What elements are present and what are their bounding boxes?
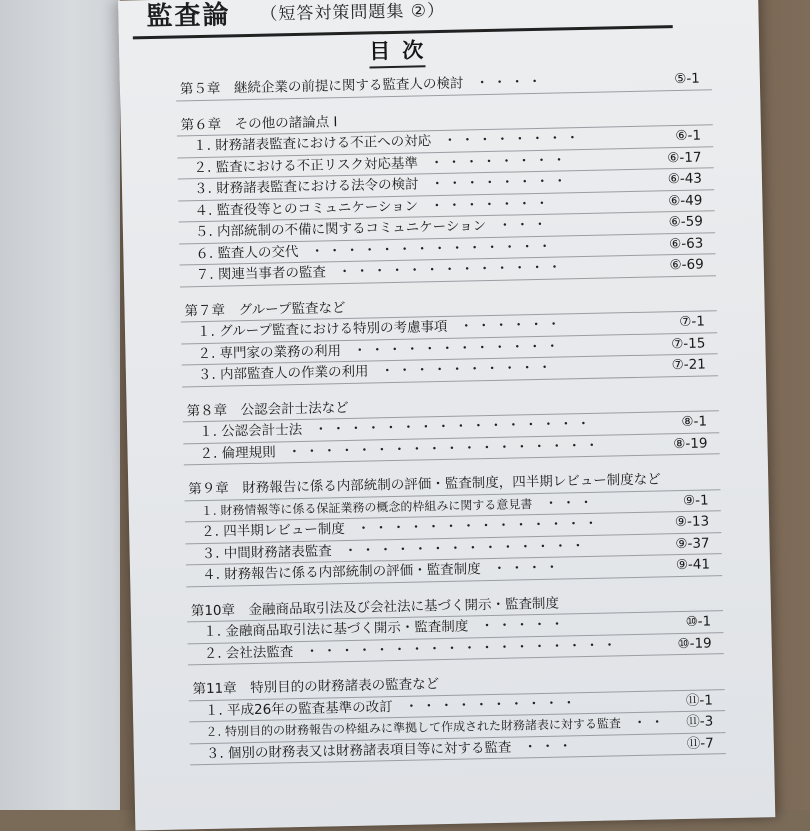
toc-section bbox=[184, 468, 722, 587]
item-title: ４. 財務報告に係る内部統制の評価・監査制度 bbox=[201, 561, 481, 584]
page-number: ⑧-1 bbox=[681, 413, 708, 430]
page-number: ⑩-19 bbox=[677, 634, 712, 652]
toc-section bbox=[188, 668, 726, 765]
item-title: ２. 監査における不正リスク対応基準 bbox=[193, 154, 419, 176]
leader-dots: ・・・・・・・・・・ bbox=[404, 694, 580, 715]
page-number: ⑨-41 bbox=[675, 556, 711, 574]
chapter-title: 第７章 グループ監査など bbox=[184, 299, 346, 319]
page-number: ⑥-63 bbox=[668, 235, 704, 252]
page-number: ⑥-17 bbox=[667, 149, 702, 166]
leader-dots: ・・・・・・・・・・・・・・・・・・ bbox=[305, 636, 621, 660]
toc-section bbox=[187, 590, 724, 666]
page-number: ⑪-7 bbox=[686, 734, 714, 752]
leader-dots: ・・・・ bbox=[475, 73, 546, 92]
page-number: ⑪-1 bbox=[685, 691, 714, 709]
leader-dots: ・・・・・・・・・・・・ bbox=[352, 337, 564, 359]
page-number: ⑥-69 bbox=[669, 256, 704, 274]
toc-section bbox=[180, 290, 718, 387]
book-subtitle: （短答対策問題集 ②） bbox=[260, 0, 446, 25]
leader-dots: ・・・・・・・・・・・・・・ bbox=[343, 537, 589, 559]
item-title: ３. 財務諸表監査における法令の検討 bbox=[193, 176, 419, 198]
item-title: ５. 内部統制の不備に関するコミュニケーション bbox=[194, 218, 487, 241]
page-number: ⑤-1 bbox=[674, 70, 700, 88]
leader-dots: ・・・ bbox=[523, 737, 577, 755]
item-title: ２. 会社法監査 bbox=[203, 643, 294, 662]
item-title: ６. 監査人の交代 bbox=[195, 243, 299, 262]
leader-dots: ・・・・・ bbox=[480, 616, 568, 635]
leader-dots: ・・・・・・・・・・・・・・ bbox=[310, 238, 556, 260]
item-title: １. 公認会計士法 bbox=[198, 421, 303, 441]
leader-dots: ・・・・・・・・・・・・・・・・・・ bbox=[287, 437, 603, 460]
item-title: ２. 専門家の業務の利用 bbox=[197, 342, 342, 362]
leader-dots: ・・ bbox=[632, 714, 669, 732]
item-title: ３. 個別の財務表又は財務諸表項目等に対する監査 bbox=[205, 739, 512, 762]
chapter-title: 第10章 金融商品取引法及び会社法に基づく開示・監査制度 bbox=[190, 595, 560, 619]
toc-chapter-row bbox=[176, 68, 712, 101]
item-title: １. 金融商品取引法に基づく開示・監査制度 bbox=[203, 618, 469, 641]
leader-dots: ・・・・・・ bbox=[459, 316, 565, 335]
page-number: ⑩-1 bbox=[685, 613, 712, 630]
chapter-title: 第６章 その他の諸論点 Ⅰ bbox=[180, 113, 338, 133]
leader-dots: ・・・・・・・・ bbox=[429, 151, 570, 171]
leader-dots: ・・・・・・・・・・・・・ bbox=[337, 259, 566, 281]
toc-list bbox=[176, 68, 727, 779]
chapter-title: 第９章 財務報告に係る内部統制の評価・監査制度，四半期レビュー制度など bbox=[188, 471, 661, 498]
item-title: １. 財務情報等に係る保証業務の概念的枠組みに関する意見書 bbox=[200, 496, 533, 518]
leader-dots: ・・・・・・・・ bbox=[443, 129, 584, 149]
page-number: ⑥-1 bbox=[675, 127, 702, 145]
page-number: ⑦-15 bbox=[671, 334, 706, 352]
item-title: ２. 倫理規則 bbox=[199, 444, 276, 462]
item-title: ３. 内部監査人の作業の利用 bbox=[197, 363, 369, 384]
page-number: ⑪-3 bbox=[686, 713, 714, 730]
item-title: ３. 中間財務諸表監査 bbox=[201, 542, 332, 562]
leader-dots: ・・・・・・・・ bbox=[430, 173, 571, 193]
leader-dots: ・・・・・・・・・・・・・・ bbox=[356, 515, 602, 537]
item-title: ２. 特別目的の財務報告の枠組みに準拠して作成された財務諸表に対する監査 bbox=[205, 716, 622, 740]
item-title: １. 平成26年の監査基準の改訂 bbox=[204, 698, 393, 719]
previous-page bbox=[0, 0, 120, 810]
page-number: ⑦-1 bbox=[679, 313, 706, 331]
page-number: ⑦-21 bbox=[671, 356, 706, 374]
leader-dots: ・・・ bbox=[544, 494, 597, 512]
item-title: １. グループ監査における特別の考慮事項 bbox=[196, 318, 448, 341]
item-title: ４. 監査役等とのコミュニケーション bbox=[194, 197, 419, 219]
page-number: ⑥-43 bbox=[667, 170, 703, 188]
leader-dots: ・・・・・・・ bbox=[430, 195, 553, 214]
page-number: ⑧-19 bbox=[673, 434, 708, 452]
toc-section bbox=[176, 104, 715, 287]
page-header bbox=[132, 0, 673, 39]
chapter-title: 第11章 特別目的の財務諸表の監査など bbox=[192, 676, 440, 698]
book-title: 監査論 bbox=[146, 0, 231, 33]
leader-dots: ・・・ bbox=[497, 216, 551, 234]
item-title: ２. 四半期レビュー制度 bbox=[201, 521, 345, 541]
toc-heading: 目次 bbox=[369, 34, 436, 65]
item-title: １. 財務諸表監査における不正への対応 bbox=[192, 133, 432, 155]
page-number: ⑨-1 bbox=[682, 491, 709, 509]
item-title: ７. 関連当事者の監査 bbox=[195, 264, 327, 284]
chapter-title: 第５章 継続企業の前提に関する監査人の検討 bbox=[179, 75, 464, 98]
page-number: ⑥-49 bbox=[668, 192, 703, 209]
page-number: ⑨-37 bbox=[675, 534, 710, 552]
leader-dots: ・・・・・・・・・・ bbox=[380, 359, 556, 380]
page-number: ⑨-13 bbox=[674, 513, 710, 531]
toc-section bbox=[182, 390, 719, 466]
leader-dots: ・・・・ bbox=[492, 559, 563, 577]
document-page bbox=[118, 0, 775, 831]
chapter-title: 第８章 公認会計士法など bbox=[186, 399, 349, 419]
toc-section bbox=[176, 68, 712, 101]
page-number: ⑥-59 bbox=[668, 213, 703, 231]
leader-dots: ・・・・・・・・・・・・・・・・ bbox=[314, 415, 595, 438]
